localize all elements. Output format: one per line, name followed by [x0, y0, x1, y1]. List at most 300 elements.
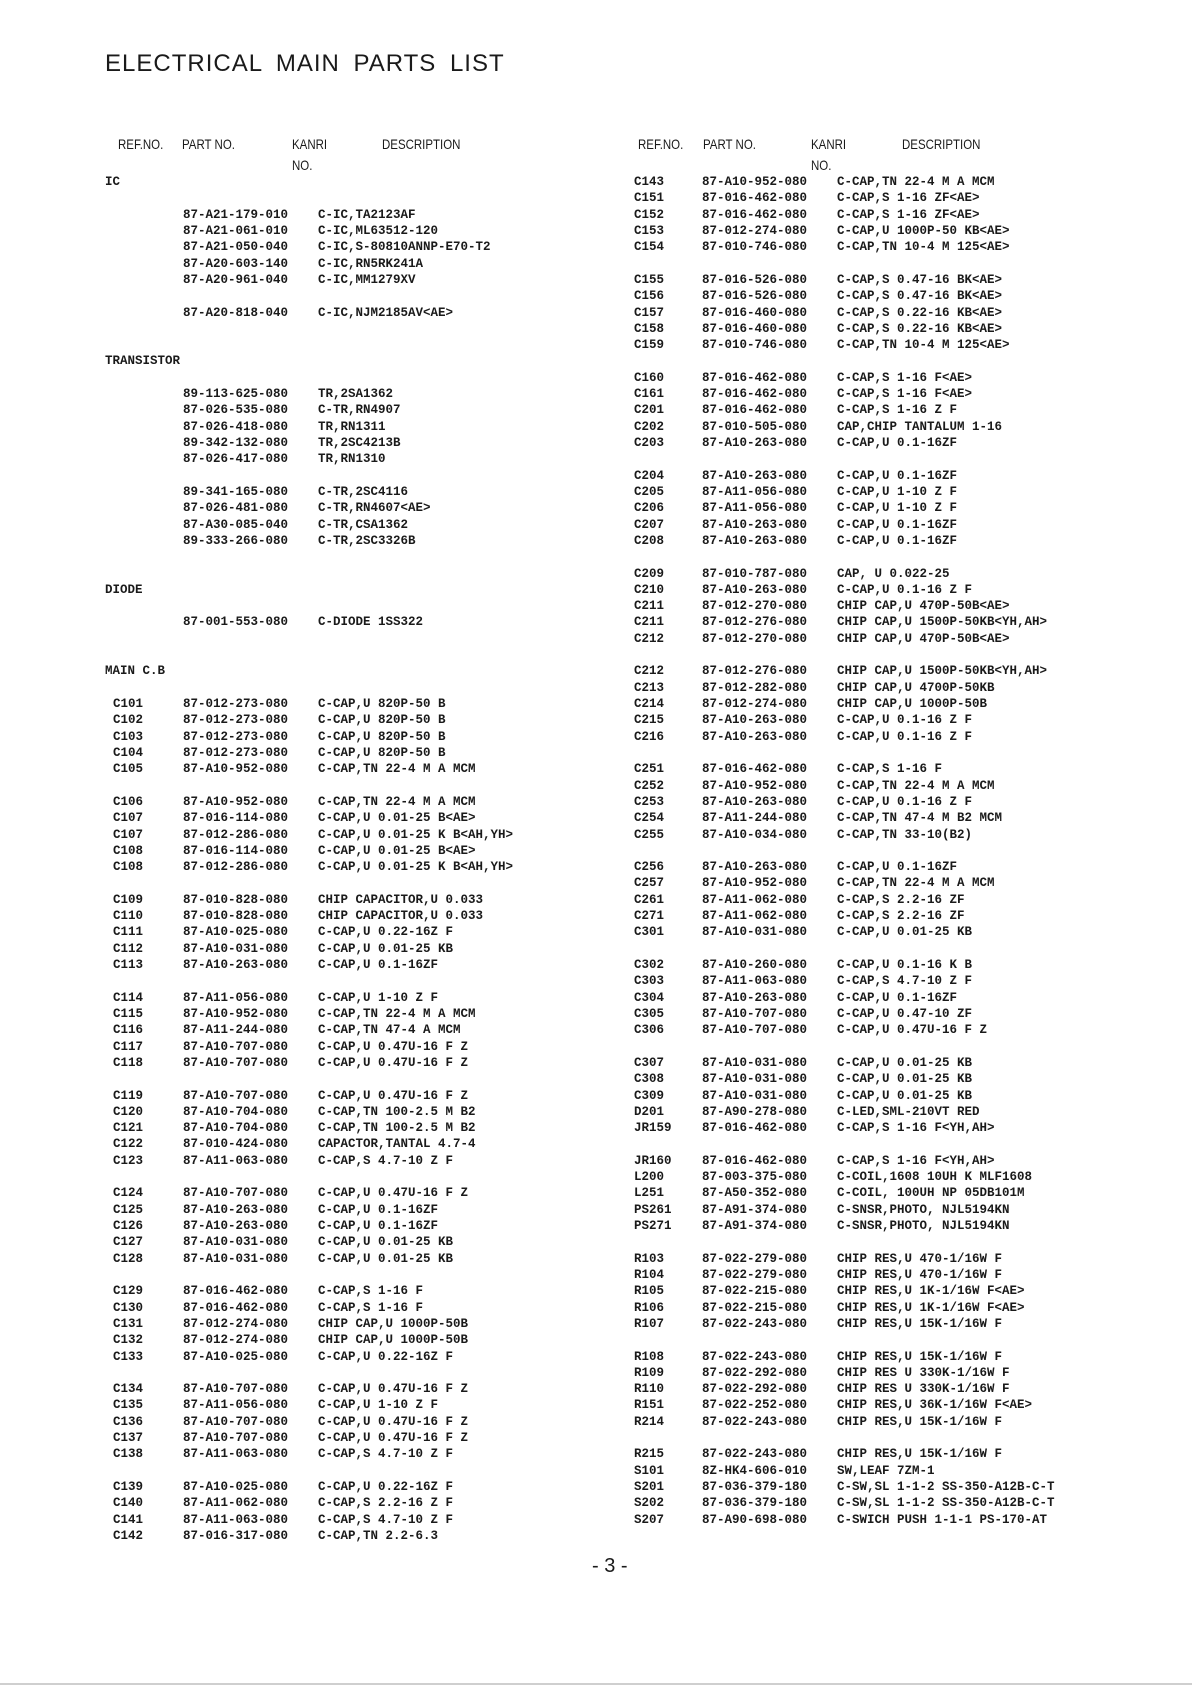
part-row: [105, 1430, 565, 1446]
description: C-CAP,U 1000P-50 KB<AE>: [837, 223, 1010, 238]
part-no: 87-016-460-080: [702, 321, 808, 336]
section-heading: [105, 663, 565, 679]
header-description-right: DESCRIPTION: [902, 136, 981, 152]
spacer-row: [634, 256, 1054, 272]
part-no: 87-A10-707-080: [183, 1186, 289, 1201]
spacer-row: [105, 288, 565, 304]
description: C-CAP,TN 100-2.5 M B2: [318, 1121, 476, 1136]
part-row: [634, 174, 1054, 190]
ref-no: C303: [634, 974, 665, 989]
description: C-CAP,U 0.01-25 KB: [318, 1235, 454, 1250]
description: C-TR,RN4607<AE>: [318, 501, 431, 516]
part-no: 87-A10-263-080: [702, 990, 808, 1005]
part-no: 87-A21-061-010: [183, 223, 289, 238]
description: C-CAP,U 0.1-16 Z F: [837, 794, 973, 809]
part-no: 87-001-553-080: [183, 615, 289, 630]
part-no: 87-026-481-080: [183, 501, 289, 516]
ref-no: C213: [634, 680, 665, 695]
description: C-CAP,U 1-10 Z F: [837, 484, 958, 499]
part-row: [634, 1120, 1054, 1136]
part-no: 87-022-292-080: [702, 1365, 808, 1380]
part-no: 89-341-165-080: [183, 484, 289, 499]
part-row: [105, 1088, 565, 1104]
ref-no: C113: [113, 958, 144, 972]
description: C-CAP,U 820P-50 B: [318, 697, 446, 711]
part-no: 87-016-462-080: [702, 403, 808, 418]
ref-no: C119: [113, 1088, 144, 1103]
part-no: 87-026-535-080: [183, 403, 289, 418]
ref-no: C204: [634, 468, 665, 483]
part-row: [105, 1349, 565, 1365]
part-no: 87-016-526-080: [702, 272, 808, 287]
part-no: 87-022-292-080: [702, 1382, 808, 1397]
description: C-CAP,S 1-16 Z F: [837, 403, 958, 418]
spacer-row: [634, 745, 1054, 761]
part-no: 87-012-274-080: [702, 223, 808, 238]
part-row: [105, 794, 565, 810]
part-no: 87-016-462-080: [702, 1121, 808, 1136]
part-no: 87-012-282-080: [702, 680, 808, 695]
part-row: [634, 1414, 1054, 1430]
part-no: 87-016-460-080: [702, 305, 808, 320]
section-heading: [105, 582, 565, 598]
description: CHIP CAP,U 470P-50B<AE>: [837, 599, 1010, 614]
description: C-SW,SL 1-1-2 SS-350-A12B-C-T: [837, 1496, 1055, 1511]
ref-no: C215: [634, 713, 665, 728]
part-no: 87-016-462-080: [183, 1284, 289, 1299]
description: C-TR,2SC4116: [318, 484, 409, 499]
description: CHIP CAP,U 1000P-50B: [318, 1316, 469, 1331]
ref-no: C255: [634, 827, 665, 842]
ref-no: C254: [634, 811, 665, 826]
ref-no: C114: [113, 990, 144, 1005]
description: C-CAP,U 0.22-16Z F: [318, 1349, 454, 1364]
header-kanri-no-right: NO.: [811, 157, 832, 173]
part-no: 87-010-424-080: [183, 1137, 289, 1152]
ref-no: C102: [113, 713, 144, 728]
part-no: 87-A10-263-080: [702, 533, 808, 548]
part-no: 87-A11-062-080: [702, 909, 808, 924]
part-row: [105, 729, 565, 745]
description: C-IC,ML63512-120: [318, 223, 439, 238]
part-no: 87-022-252-080: [702, 1398, 808, 1413]
ref-no: C122: [113, 1137, 144, 1152]
ref-no: C135: [113, 1398, 144, 1413]
part-no: 87-A10-263-080: [183, 1202, 289, 1217]
spacer-row: [634, 353, 1054, 369]
part-row: [105, 1332, 565, 1348]
ref-no: R214: [634, 1414, 665, 1429]
description: C-CAP,U 1-10 Z F: [318, 990, 439, 1005]
description: TR,RN1310: [318, 452, 386, 467]
part-row: [105, 305, 565, 321]
description: C-SNSR,PHOTO, NJL5194KN: [837, 1202, 1010, 1217]
ref-no: C214: [634, 697, 665, 711]
description: C-CAP,TN 33-10(B2): [837, 827, 973, 842]
spacer-row: [634, 843, 1054, 859]
part-row: [634, 680, 1054, 696]
spacer-row: [105, 1365, 565, 1381]
part-no: 87-A10-704-080: [183, 1121, 289, 1136]
part-row: [105, 386, 565, 402]
part-row: [634, 435, 1054, 451]
ref-no: C121: [113, 1121, 144, 1136]
part-no: 87-016-462-080: [702, 207, 808, 222]
part-row: [634, 1218, 1054, 1234]
description: C-CAP,U 0.22-16Z F: [318, 925, 454, 940]
ref-no: C107: [113, 827, 144, 842]
page-number: - 3 -: [592, 1555, 628, 1577]
part-no: 87-026-418-080: [183, 419, 289, 434]
part-row: [634, 1479, 1054, 1495]
part-row: [634, 582, 1054, 598]
ref-no: C118: [113, 1055, 144, 1070]
part-row: [634, 908, 1054, 924]
description: C-CAP,U 0.1-16ZF: [837, 436, 958, 450]
part-no: 87-A10-031-080: [183, 1251, 289, 1266]
part-no: 87-A11-244-080: [183, 1023, 289, 1038]
description: C-SW,SL 1-1-2 SS-350-A12B-C-T: [837, 1480, 1055, 1494]
part-row: [105, 1512, 565, 1528]
part-row: [634, 631, 1054, 647]
part-row: [634, 386, 1054, 402]
part-row: [634, 1381, 1054, 1397]
part-no: 87-022-243-080: [702, 1447, 808, 1462]
ref-no: C105: [113, 762, 144, 777]
part-no: 87-012-286-080: [183, 827, 289, 842]
part-row: [634, 859, 1054, 875]
ref-no: C123: [113, 1153, 144, 1168]
part-row: [634, 1463, 1054, 1479]
ref-no: C251: [634, 762, 665, 777]
parts-list-right-column: [634, 174, 1054, 1528]
part-no: 87-A10-263-080: [702, 794, 808, 809]
ref-no: C140: [113, 1496, 144, 1511]
description: C-CAP,U 820P-50 B: [318, 713, 446, 728]
part-row: [634, 288, 1054, 304]
part-row: [634, 272, 1054, 288]
description: CHIP RES,U 15K-1/16W F: [837, 1447, 1003, 1462]
part-no: 89-333-266-080: [183, 533, 289, 548]
part-row: [634, 1071, 1054, 1087]
part-row: [105, 892, 565, 908]
ref-no: C142: [113, 1528, 144, 1543]
ref-no: C115: [113, 1006, 144, 1021]
part-no: 87-016-526-080: [702, 289, 808, 304]
part-row: [105, 402, 565, 418]
part-row: [105, 239, 565, 255]
part-no: 87-A90-698-080: [702, 1512, 808, 1527]
description: C-CAP,U 0.01-25 KB: [837, 1072, 973, 1087]
description: C-CAP,S 4.7-10 Z F: [837, 974, 973, 989]
description: C-CAP,U 0.47U-16 F Z: [318, 1039, 469, 1054]
ref-no: C304: [634, 990, 665, 1005]
description: C-CAP,TN 22-4 M A MCM: [318, 1006, 476, 1021]
part-row: [634, 1185, 1054, 1201]
part-row: [105, 1397, 565, 1413]
description: CHIP RES U 330K-1/16W F: [837, 1382, 1010, 1397]
part-row: [105, 908, 565, 924]
ref-no: C104: [113, 745, 144, 760]
ref-no: C138: [113, 1447, 144, 1462]
part-no: 87-012-273-080: [183, 713, 289, 728]
description: C-CAP,U 0.1-16 K B: [837, 958, 973, 972]
spacer-row: [105, 647, 565, 663]
ref-no: C108: [113, 843, 144, 858]
part-row: [634, 1512, 1054, 1528]
ref-no: S202: [634, 1496, 665, 1511]
ref-no: C155: [634, 272, 665, 287]
spacer-row: [105, 1463, 565, 1479]
ref-no: R103: [634, 1251, 665, 1266]
description: C-CAP,TN 47-4 A MCM: [318, 1023, 461, 1038]
part-no: 87-012-273-080: [183, 697, 289, 711]
ref-no: C141: [113, 1512, 144, 1527]
part-no: 87-010-828-080: [183, 909, 289, 924]
description: CHIP RES U 330K-1/16W F: [837, 1365, 1010, 1380]
part-no: 87-A10-025-080: [183, 925, 289, 940]
part-no: 87-A11-062-080: [702, 892, 808, 907]
spacer-row: [105, 549, 565, 565]
part-row: [105, 272, 565, 288]
part-no: 87-A30-085-040: [183, 517, 289, 532]
description: C-CAP,S 0.22-16 KB<AE>: [837, 321, 1003, 336]
description: C-CAP,S 1-16 F: [318, 1284, 424, 1299]
part-no: 87-016-462-080: [702, 1153, 808, 1168]
description: C-CAP,U 0.01-25 KB: [837, 1055, 973, 1070]
ref-no: C134: [113, 1382, 144, 1397]
description: C-CAP,S 2.2-16 ZF: [837, 909, 965, 924]
ref-no: C256: [634, 860, 665, 875]
part-row: [105, 1039, 565, 1055]
part-no: 87-A10-707-080: [183, 1088, 289, 1103]
description: TR,2SC4213B: [318, 436, 401, 450]
ref-no: C271: [634, 909, 665, 924]
ref-no: C157: [634, 305, 665, 320]
ref-no: S201: [634, 1480, 665, 1494]
ref-no: L200: [634, 1170, 665, 1185]
part-no: 87-022-243-080: [702, 1414, 808, 1429]
part-row: [105, 1381, 565, 1397]
part-row: [634, 1446, 1054, 1462]
part-row: [634, 1283, 1054, 1299]
description: C-CAP,S 2.2-16 ZF: [837, 892, 965, 907]
ref-no: TRANSISTOR: [105, 354, 181, 369]
part-no: 87-A10-031-080: [702, 925, 808, 940]
spacer-row: [105, 468, 565, 484]
part-no: 87-A90-278-080: [702, 1104, 808, 1119]
description: C-CAP,U 0.1-16ZF: [837, 990, 958, 1005]
description: SW,LEAF 7ZM-1: [837, 1463, 935, 1478]
ref-no: C156: [634, 289, 665, 304]
part-no: 87-012-276-080: [702, 615, 808, 630]
description: C-CAP,TN 22-4 M A MCM: [318, 794, 476, 809]
part-row: [634, 778, 1054, 794]
spacer-row: [634, 1234, 1054, 1250]
description: CHIP RES,U 15K-1/16W F: [837, 1316, 1003, 1331]
part-row: [634, 1104, 1054, 1120]
description: C-CAP,U 0.1-16 Z F: [837, 713, 973, 728]
part-no: 87-012-273-080: [183, 729, 289, 744]
part-no: 87-A10-263-080: [702, 517, 808, 532]
ref-no: C154: [634, 240, 665, 255]
part-row: [105, 517, 565, 533]
part-row: [634, 875, 1054, 891]
part-row: [634, 1316, 1054, 1332]
description: C-CAP,U 820P-50 B: [318, 745, 446, 760]
part-row: [634, 1300, 1054, 1316]
description: CHIP CAP,U 470P-50B<AE>: [837, 631, 1010, 646]
part-row: [105, 1446, 565, 1462]
part-no: 87-022-215-080: [702, 1284, 808, 1299]
ref-no: C112: [113, 941, 144, 956]
spacer-row: [105, 1267, 565, 1283]
spacer-row: [634, 941, 1054, 957]
part-row: [105, 827, 565, 843]
ref-no: C143: [634, 175, 665, 189]
description: CHIP CAPACITOR,U 0.033: [318, 909, 484, 924]
ref-no: C261: [634, 892, 665, 907]
part-no: 87-A10-952-080: [183, 762, 289, 777]
part-row: [105, 1479, 565, 1495]
part-no: 87-A10-263-080: [702, 436, 808, 450]
description: C-CAP,TN 100-2.5 M B2: [318, 1104, 476, 1119]
part-no: 87-022-279-080: [702, 1267, 808, 1282]
part-no: 87-A20-603-140: [183, 256, 289, 271]
ref-no: C159: [634, 338, 665, 353]
description: C-SWICH PUSH 1-1-1 PS-170-AT: [837, 1512, 1048, 1527]
description: C-CAP,U 0.01-25 KB: [837, 1088, 973, 1103]
part-row: [105, 957, 565, 973]
part-row: [634, 1397, 1054, 1413]
ref-no: C101: [113, 697, 144, 711]
part-no: 87-016-462-080: [183, 1300, 289, 1315]
spacer-row: [634, 549, 1054, 565]
part-no: 87-A10-031-080: [183, 1235, 289, 1250]
ref-no: C107: [113, 811, 144, 826]
part-no: 87-012-270-080: [702, 599, 808, 614]
spacer-row: [105, 337, 565, 353]
spacer-row: [105, 875, 565, 891]
description: C-CAP,U 0.1-16ZF: [837, 860, 958, 875]
part-row: [634, 566, 1054, 582]
part-no: 87-026-417-080: [183, 452, 289, 467]
description: C-TR,2SC3326B: [318, 533, 416, 548]
description: C-CAP,S 1-16 ZF<AE>: [837, 191, 980, 206]
part-row: [634, 1006, 1054, 1022]
part-row: [105, 990, 565, 1006]
header-description: DESCRIPTION: [382, 136, 461, 152]
part-row: [105, 1234, 565, 1250]
part-no: 87-016-462-080: [702, 387, 808, 402]
description: C-CAP,S 4.7-10 Z F: [318, 1447, 454, 1462]
description: C-IC,S-80810ANNP-E70-T2: [318, 240, 491, 255]
part-row: [634, 223, 1054, 239]
part-row: [634, 239, 1054, 255]
description: C-CAP,TN 22-4 M A MCM: [837, 876, 995, 891]
part-no: 87-A10-025-080: [183, 1349, 289, 1364]
part-no: 87-A10-707-080: [702, 1006, 808, 1021]
description: C-CAP,TN 22-4 M A MCM: [837, 175, 995, 189]
part-row: [105, 1316, 565, 1332]
description: C-CAP,U 0.1-16ZF: [837, 533, 958, 548]
description: C-CAP,TN 10-4 M 125<AE>: [837, 338, 1010, 353]
description: C-CAP,U 0.47U-16 F Z: [837, 1023, 988, 1038]
part-row: [634, 305, 1054, 321]
part-no: 87-A10-263-080: [702, 468, 808, 483]
part-row: [105, 941, 565, 957]
part-row: [105, 1300, 565, 1316]
part-row: [105, 500, 565, 516]
part-row: [105, 614, 565, 630]
part-no: 87-A50-352-080: [702, 1186, 808, 1201]
ref-no: C103: [113, 729, 144, 744]
header-part-no: PART NO.: [182, 136, 235, 152]
description: C-CAP,U 0.1-16 Z F: [837, 729, 973, 744]
part-row: [634, 794, 1054, 810]
part-row: [634, 500, 1054, 516]
description: C-CAP,S 1-16 F<YH,AH>: [837, 1153, 995, 1168]
part-no: 87-A10-952-080: [702, 876, 808, 891]
part-no: 87-A10-031-080: [183, 941, 289, 956]
part-row: [634, 1202, 1054, 1218]
part-row: [634, 1365, 1054, 1381]
ref-no: S207: [634, 1512, 665, 1527]
ref-no: C209: [634, 566, 665, 581]
part-row: [634, 337, 1054, 353]
ref-no: C309: [634, 1088, 665, 1103]
description: CHIP CAP,U 1500P-50KB<YH,AH>: [837, 664, 1048, 679]
ref-no: C132: [113, 1333, 144, 1348]
spacer-row: [634, 1136, 1054, 1152]
part-row: [105, 696, 565, 712]
ref-no: C139: [113, 1480, 144, 1494]
ref-no: C308: [634, 1072, 665, 1087]
part-row: [634, 973, 1054, 989]
part-no: 87-010-746-080: [702, 338, 808, 353]
part-no: 87-016-114-080: [183, 843, 289, 858]
description: C-CAP,U 0.01-25 KB: [318, 1251, 454, 1266]
part-row: [634, 827, 1054, 843]
part-no: 87-A10-707-080: [702, 1023, 808, 1038]
part-row: [105, 223, 565, 239]
description: C-CAP,S 1-16 F<AE>: [837, 370, 973, 385]
ref-no: C116: [113, 1023, 144, 1038]
description: CHIP RES,U 1K-1/16W F<AE>: [837, 1284, 1025, 1299]
ref-no: PS271: [634, 1219, 672, 1233]
page-title: ELECTRICAL MAIN PARTS LIST: [105, 50, 505, 77]
spacer-row: [634, 1430, 1054, 1446]
part-row: [105, 1283, 565, 1299]
ref-no: C203: [634, 436, 665, 450]
description: TR,2SA1362: [318, 387, 394, 402]
part-no: 87-010-828-080: [183, 892, 289, 907]
part-row: [105, 712, 565, 728]
ref-no: R215: [634, 1447, 665, 1462]
ref-no: C253: [634, 794, 665, 809]
spacer-row: [105, 598, 565, 614]
description: C-DIODE 1SS322: [318, 615, 424, 630]
part-no: 87-A11-062-080: [183, 1496, 289, 1511]
part-no: 87-A10-263-080: [702, 713, 808, 728]
description: C-TR,RN4907: [318, 403, 401, 418]
part-no: 87-010-787-080: [702, 566, 808, 581]
part-no: 87-036-379-180: [702, 1480, 808, 1494]
ref-no: C136: [113, 1414, 144, 1429]
part-row: [105, 435, 565, 451]
description: TR,RN1311: [318, 419, 386, 434]
part-row: [105, 745, 565, 761]
